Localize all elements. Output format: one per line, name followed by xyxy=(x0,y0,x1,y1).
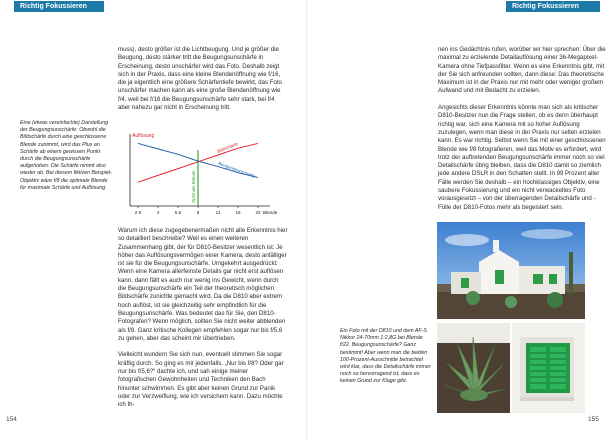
x-tick-label: 22 xyxy=(255,210,261,215)
paragraph: Angesichts dieser Erkenntnis könnte man sich als kritischer D810-Besitzer nun die Frage stellen, ob es denn überhaupt richtig war, sich eine Kamera mit so hoher Auflösung zuzulegen, wenn man diese in der Praxis nur selten erzielen kann. Es war richtig. Selbst wenn Sie mit einer geschlossenen Blende wie f/8 fotografieren, weil das Motiv es erfordert, wird trotz der auftretenden Beugungsunschärfe immer noch so viel Detailschärfe übrig bleiben, dass die D810 damit so ziemlich jede andere DSLR in den Schatten stellt. In 99 Prozent aller Fälle werden Sie deshalb – ein hochklassiges Objektiv, eine saubere Fokussierung und ein nicht verwackeltes Foto vorausgesetzt – von der überragenden Detailschärfe und -Fülle der D810-Fotos mehr als begeistert sein. xyxy=(438,104,606,211)
left-text-top xyxy=(118,46,288,121)
paragraph: muss), desto größer ist die Lichtbeugung. Und je größer die Beugung, desto stärker tritt die Beugungsunschärfe in Erscheinung, desto unschärfer wird das Foto. Deshalb zeigt sich in der Praxis, dass eine kleine Blendenöffnung wie f/16, die ja eigentlich eine größere Schärfentiefe bewirkt, das Foto unschärfer machen kann als eine große Blendenöffnung wie f/4, weil bei f/16 die Beugungsunschärfe sehr stark, bei f/4 aber nahezu gar nicht in Erscheinung tritt. xyxy=(118,46,282,112)
x-tick-label: 16 xyxy=(235,210,241,215)
page-number-right: 155 xyxy=(588,416,599,423)
house-photo-icon xyxy=(437,222,585,319)
x-axis-label: Blende xyxy=(263,210,278,215)
photo-caption: Ein Foto mit der D810 und dem AF-S Nikkor 24-70mm 1:2,8G bei Blende f/22. Beugungsunschärfe? Ganz bestimmt! Aber wenn man die beiden 100-Prozent-Ausschnitte betrachtet wird klar, dass die Detailschärfe immer noch so hervorragend ist, dass es keinen Grund zur Klage gibt. xyxy=(340,328,431,385)
paragraph: Vielleicht wundern Sie sich nun, eventuell stimmen Sie sogar kräftig durch. So ging es mir jedenfalls. „Nur bis f/8? Oder gar nur bis f/5,6?“ dachte ich, und sah einige meiner fotografischen Gewohnheiten und Techniken den Bach hinunter schwimmen. Es gibt aber keinen Grund zur Panik oder zur Verzweiflung, wie ich versichern kann. Dazu möchte ich Ih- xyxy=(118,351,284,409)
section-tab-left: Richtig Fokussieren xyxy=(14,1,104,12)
paragraph: nen ins Gedächtnis rufen, worüber wir hier sprechen: Über die maximal zu erzielende Detailauflösung einer 36-Megapixel-Kamera ohne Tiefpassfilter. Wenn es eine Erkenntnis gibt, mit der Sie sich anfreunden sollten, dann diese: Das theoretische Maximum ist in der Praxis nur mit mehr oder weniger großem Aufwand und mit Bedacht zu erzielen. xyxy=(438,46,606,95)
x-tick-label: 11 xyxy=(215,210,221,215)
paragraph: Warum ich diese zugegebenermaßen nicht alle Erkenntnis hier so detailliert beschreibe? Weil es einen weiteren Zusammenhang gibt, der für D810-Besitzer wesentlich ist: Je höher das Auflösungsvermögen einer Kamera, desto anfälliger ist sie für die Beugungsunschärfe. Umgekehrt ausgedrückt: Wenn eine Kamera allerfeinste Details gar nicht erst auflösen kann, dann fällt es auch nur wenig ins Gewicht, wenn durch die Beugungsunschärfe ein Teil der theoretisch möglichen Bildschärfe zunichte gemacht wird. Da die D810 aber extrem hoch auflöst, ist sie gleichzeitig sehr empfindlich für die Beugungsunschärfe. Was bedeutet das für Sie, den D810-Fotografen? Wenn möglich, sollten Sie nicht weiter abblenden als f/8. Ganz kritische Kollegen empfehlen sogar nur bis f/5,6 zu gehen, aber das scheint mir übertrieben. xyxy=(118,227,288,342)
chart-caption: Eine (etwas vereinfachte) Darstellung der Beugungsunschärfe: Obwohl die Bildschärfe durch eine geschlossene Blende zunimmt, wird das Plus an Schärfe ab einem gewissen Punkt durch die Beugungsunschärfe aufgehoben: Die Schärfe nimmt also wieder ab. Bei diesem fiktiven Beispiel-Objektiv wäre f/8 die optimale Blende für maximale Schärfe und Auflösung. xyxy=(20,120,112,191)
x-tick-label: 2.8 xyxy=(134,210,142,215)
section-tab-right: Richtig Fokussieren xyxy=(506,1,600,12)
x-tick-label: 4 xyxy=(156,210,160,215)
series-label-2: Beugungsunschärfe xyxy=(217,160,257,179)
right-text xyxy=(438,46,608,220)
x-tick-label: 8 xyxy=(196,210,200,215)
page-number-left: 154 xyxy=(6,416,17,423)
beugung-chart xyxy=(120,130,280,220)
left-text-bottom xyxy=(118,227,288,418)
x-tick-label: 5.6 xyxy=(174,210,182,215)
window-crop-icon xyxy=(512,323,585,413)
optimum-label: Optimale Blende xyxy=(191,170,196,203)
agave-crop-icon xyxy=(437,323,510,413)
y-axis-label: Auflösung xyxy=(132,133,155,139)
series-label-1: Bildschärfe xyxy=(216,141,239,154)
